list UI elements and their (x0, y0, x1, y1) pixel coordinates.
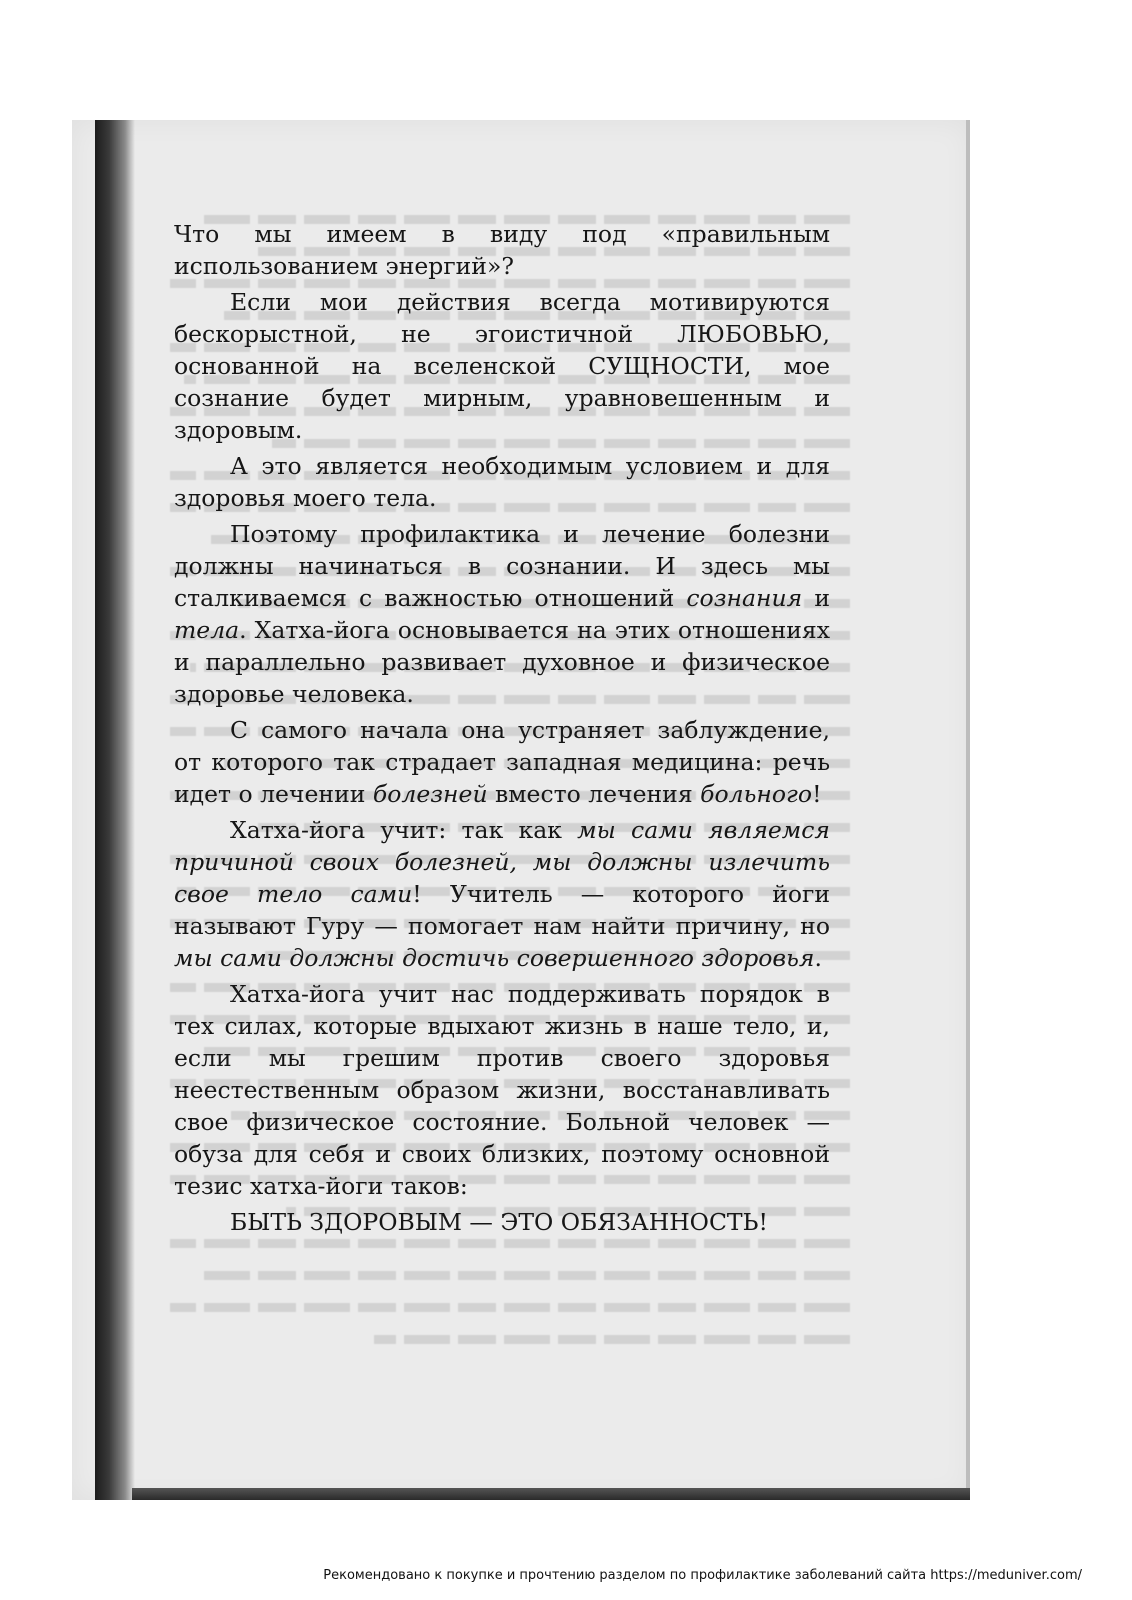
italic-phrase: тела (174, 616, 240, 644)
paragraph (174, 814, 830, 974)
italic-phrase: мы сами должны достичь совершенного здоровья (174, 944, 815, 972)
text-run: А это является необходимым условием и для здоровья моего тела. (174, 452, 830, 512)
text-run: Поэтому профилактика и лечение болезни должны начинаться в сознании. И здесь мы сталкиваемся с важностью отношений (174, 520, 830, 612)
footer-recommendation: Рекомендовано к покупке и прочтению разделом по профилактике заболеваний сайта https://meduniver.com/ (323, 1568, 1082, 1583)
paragraph (174, 450, 830, 514)
book-spine-shadow (95, 120, 135, 1500)
text-run: Хатха-йога учит нас поддерживать порядок в тех силах, которые вдыхают жизнь в наше тело, и, если мы грешим против своего здоровья неестественным образом жизни, восстанавливать свое физическое состояние. Больной человек — обуза для себя и своих близких, поэтому основной тезис хатха-йоги таков: (174, 980, 830, 1200)
text-run: ! Учитель — которого йоги называют Гуру — помогает нам найти причину, но (174, 880, 830, 940)
text-run: Хатха-йога учит: так как (230, 816, 578, 844)
italic-phrase: сознания (686, 584, 803, 612)
paragraph (174, 518, 830, 710)
text-run: . (814, 944, 822, 972)
text-run: Что мы имеем в виду под «правильным использованием энергий»? (174, 220, 830, 280)
paragraph (174, 286, 830, 446)
page-bottom-edge (132, 1488, 970, 1500)
body-text (174, 218, 830, 1242)
text-run: ! (812, 780, 822, 808)
text-run: БЫТЬ ЗДОРОВЫМ — ЭТО ОБЯЗАННОСТЬ! (230, 1208, 768, 1236)
paragraph (174, 714, 830, 810)
paragraph (174, 218, 830, 282)
text-run: Если мои действия всегда мотивируются бескорыстной, не эгоистичной ЛЮБОВЬЮ, основанной на вселенской СУЩНОСТИ, мое сознание будет мирным, уравновешенным и здоровым. (174, 288, 830, 444)
page-right-edge (966, 120, 970, 1500)
italic-phrase: больного (700, 780, 813, 808)
italic-phrase: мы сами являемся причиной своих болезней, мы должны излечить свое тело сами (174, 816, 830, 908)
italic-phrase: болезней (372, 780, 488, 808)
text-run: . Хатха-йога основывается на этих отношениях и параллельно развивает духовное и физическое здоровье человека. (174, 616, 830, 708)
text-run: вместо лечения (487, 780, 701, 808)
paragraph (174, 978, 830, 1202)
text-run: С самого начала она устраняет заблуждение, от которого так страдает западная медицина: речь идет о лечении (174, 716, 830, 808)
text-run: и (802, 584, 830, 612)
emphasis-statement (174, 1206, 830, 1238)
